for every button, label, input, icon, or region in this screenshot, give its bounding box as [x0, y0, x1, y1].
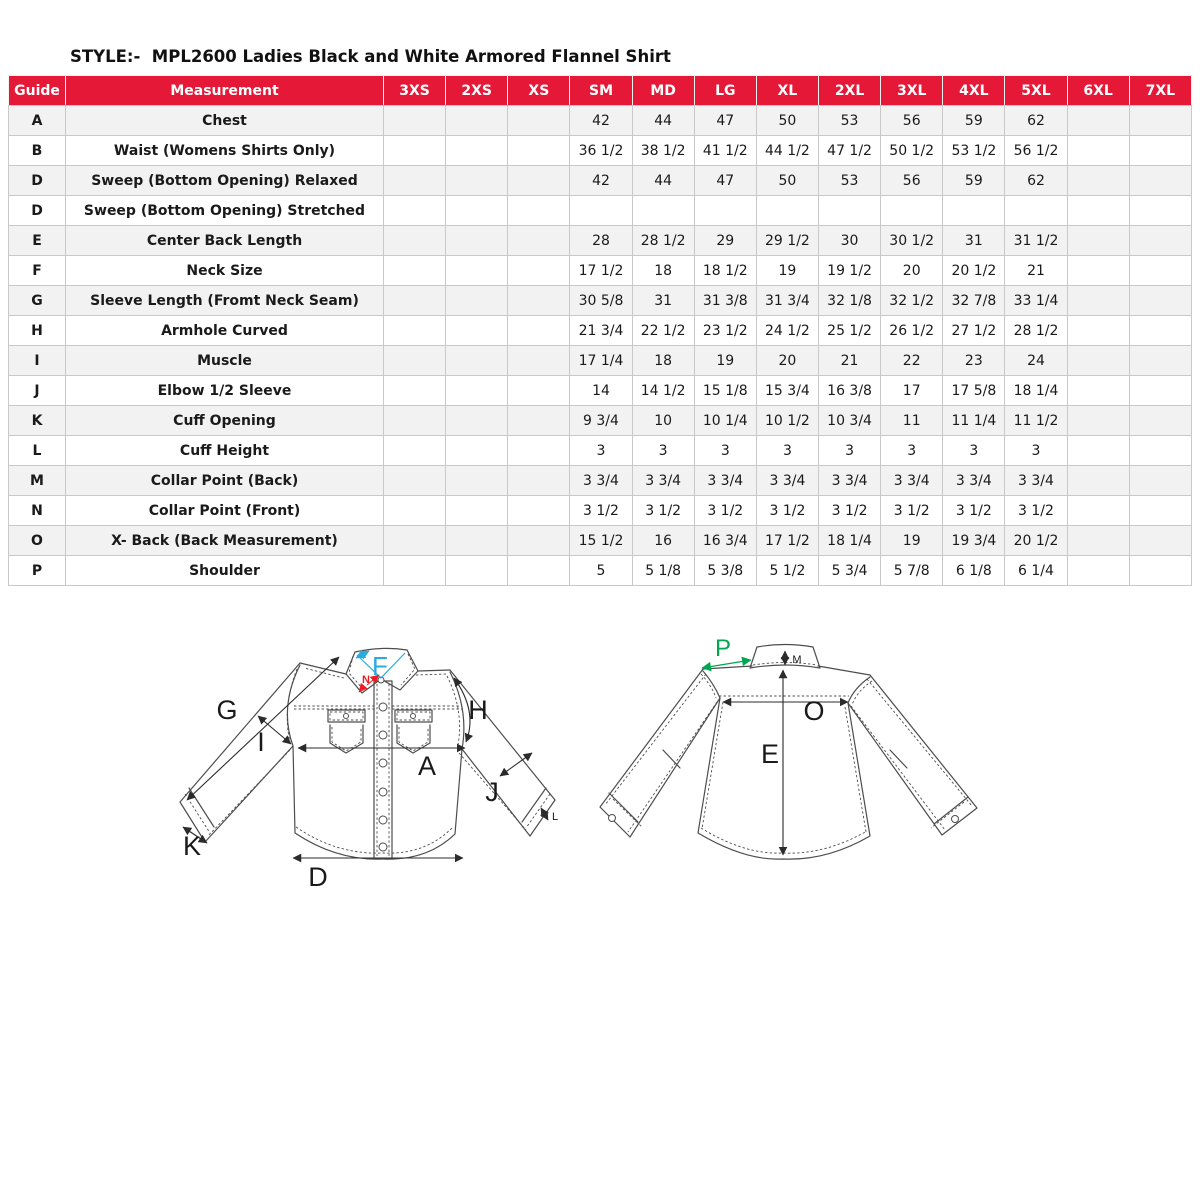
value-cell: 17 1/2: [756, 526, 818, 556]
value-cell: [1067, 436, 1129, 466]
column-header-xl: XL: [756, 76, 818, 106]
value-cell: [384, 106, 446, 136]
table-row: [9, 196, 1192, 226]
value-cell: [1067, 406, 1129, 436]
guide-cell: F: [9, 256, 66, 286]
value-cell: 10 3/4: [818, 406, 880, 436]
value-cell: [384, 136, 446, 166]
value-cell: 3 3/4: [694, 466, 756, 496]
value-cell: [384, 196, 446, 226]
value-cell: 3 3/4: [881, 466, 943, 496]
value-cell: [1067, 256, 1129, 286]
value-cell: [508, 406, 570, 436]
table-row: [9, 136, 1192, 166]
value-cell: 29: [694, 226, 756, 256]
value-cell: 20 1/2: [943, 256, 1005, 286]
value-cell: [446, 106, 508, 136]
value-cell: 5: [570, 556, 632, 586]
measurement-cell: Cuff Opening: [66, 406, 384, 436]
column-header-4xl: 4XL: [943, 76, 1005, 106]
value-cell: 31: [632, 286, 694, 316]
column-header-3xl: 3XL: [881, 76, 943, 106]
arrow-N-tail: [359, 686, 364, 692]
value-cell: 3 3/4: [570, 466, 632, 496]
column-header-6xl: 6XL: [1067, 76, 1129, 106]
value-cell: 3 3/4: [756, 466, 818, 496]
value-cell: [1067, 526, 1129, 556]
value-cell: 47: [694, 106, 756, 136]
table-row: [9, 526, 1192, 556]
value-cell: [508, 466, 570, 496]
value-cell: 44: [632, 166, 694, 196]
value-cell: [508, 346, 570, 376]
value-cell: 19 3/4: [943, 526, 1005, 556]
column-header-2xs: 2XS: [446, 76, 508, 106]
value-cell: 18: [632, 346, 694, 376]
value-cell: [1129, 406, 1191, 436]
value-cell: 11: [881, 406, 943, 436]
value-cell: 25 1/2: [818, 316, 880, 346]
value-cell: [446, 346, 508, 376]
guide-cell: G: [9, 286, 66, 316]
front-buttons: [344, 677, 416, 851]
value-cell: 3: [818, 436, 880, 466]
value-cell: [384, 496, 446, 526]
guide-cell: A: [9, 106, 66, 136]
value-cell: [384, 316, 446, 346]
value-cell: 24: [1005, 346, 1067, 376]
value-cell: [446, 166, 508, 196]
value-cell: 19 1/2: [818, 256, 880, 286]
value-cell: [1129, 196, 1191, 226]
value-cell: 21: [818, 346, 880, 376]
value-cell: 22 1/2: [632, 316, 694, 346]
value-cell: [1067, 466, 1129, 496]
table-row: [9, 256, 1192, 286]
value-cell: [384, 556, 446, 586]
value-cell: 3 1/2: [818, 496, 880, 526]
value-cell: 30 1/2: [881, 226, 943, 256]
value-cell: 38 1/2: [632, 136, 694, 166]
value-cell: 11 1/4: [943, 406, 1005, 436]
value-cell: 56: [881, 166, 943, 196]
value-cell: 5 7/8: [881, 556, 943, 586]
guide-cell: L: [9, 436, 66, 466]
value-cell: 3: [570, 436, 632, 466]
value-cell: 3 1/2: [943, 496, 1005, 526]
table-row: [9, 166, 1192, 196]
value-cell: [1129, 466, 1191, 496]
label-O: O: [803, 696, 825, 726]
back-shirt-outline: [600, 645, 977, 860]
value-cell: [1129, 346, 1191, 376]
value-cell: [446, 526, 508, 556]
value-cell: 17 1/4: [570, 346, 632, 376]
value-cell: 15 1/8: [694, 376, 756, 406]
value-cell: 30 5/8: [570, 286, 632, 316]
value-cell: 50: [756, 166, 818, 196]
value-cell: 16 3/8: [818, 376, 880, 406]
label-D: D: [308, 862, 328, 892]
value-cell: [1129, 166, 1191, 196]
value-cell: [446, 136, 508, 166]
measurement-cell: Collar Point (Front): [66, 496, 384, 526]
measurement-cell: Collar Point (Back): [66, 466, 384, 496]
column-header-5xl: 5XL: [1005, 76, 1067, 106]
value-cell: [818, 196, 880, 226]
value-cell: [446, 406, 508, 436]
value-cell: [1067, 316, 1129, 346]
table-row: [9, 106, 1192, 136]
value-cell: [1129, 136, 1191, 166]
value-cell: [1067, 106, 1129, 136]
value-cell: [384, 466, 446, 496]
value-cell: 28 1/2: [1005, 316, 1067, 346]
label-H: H: [468, 695, 488, 725]
value-cell: 3 1/2: [1005, 496, 1067, 526]
value-cell: [446, 556, 508, 586]
measurement-cell: X- Back (Back Measurement): [66, 526, 384, 556]
value-cell: [384, 376, 446, 406]
value-cell: [1067, 136, 1129, 166]
value-cell: 26 1/2: [881, 316, 943, 346]
guide-cell: J: [9, 376, 66, 406]
value-cell: 29 1/2: [756, 226, 818, 256]
value-cell: 15 3/4: [756, 376, 818, 406]
value-cell: 21 3/4: [570, 316, 632, 346]
value-cell: 31 1/2: [1005, 226, 1067, 256]
value-cell: [694, 196, 756, 226]
value-cell: 17 1/2: [570, 256, 632, 286]
value-cell: 3 3/4: [943, 466, 1005, 496]
measurement-cell: Cuff Height: [66, 436, 384, 466]
value-cell: 28 1/2: [632, 226, 694, 256]
value-cell: [446, 196, 508, 226]
value-cell: [1067, 346, 1129, 376]
value-cell: [384, 406, 446, 436]
label-P: P: [714, 635, 732, 662]
value-cell: 18 1/4: [1005, 376, 1067, 406]
value-cell: [1005, 196, 1067, 226]
value-cell: 27 1/2: [943, 316, 1005, 346]
value-cell: [1129, 106, 1191, 136]
column-header-xs: XS: [508, 76, 570, 106]
value-cell: 18: [632, 256, 694, 286]
measurement-cell: Waist (Womens Shirts Only): [66, 136, 384, 166]
value-cell: [1129, 526, 1191, 556]
guide-cell: D: [9, 166, 66, 196]
value-cell: 20 1/2: [1005, 526, 1067, 556]
value-cell: 53 1/2: [943, 136, 1005, 166]
value-cell: [508, 286, 570, 316]
measurement-cell: Sweep (Bottom Opening) Stretched: [66, 196, 384, 226]
value-cell: [446, 376, 508, 406]
table-row: [9, 556, 1192, 586]
value-cell: 3: [1005, 436, 1067, 466]
value-cell: 3 3/4: [818, 466, 880, 496]
value-cell: 24 1/2: [756, 316, 818, 346]
value-cell: [508, 526, 570, 556]
value-cell: 19: [694, 346, 756, 376]
table-row: [9, 316, 1192, 346]
column-header-guide: Guide: [9, 76, 66, 106]
value-cell: [632, 196, 694, 226]
size-table-header-row: [9, 76, 1192, 106]
value-cell: 19: [881, 526, 943, 556]
value-cell: [384, 346, 446, 376]
value-cell: [1129, 286, 1191, 316]
value-cell: [508, 436, 570, 466]
value-cell: 14 1/2: [632, 376, 694, 406]
value-cell: 31 3/8: [694, 286, 756, 316]
value-cell: 3: [632, 436, 694, 466]
column-header-sm: SM: [570, 76, 632, 106]
value-cell: [508, 196, 570, 226]
value-cell: 6 1/4: [1005, 556, 1067, 586]
value-cell: 30: [818, 226, 880, 256]
value-cell: [1067, 286, 1129, 316]
measurement-cell: Neck Size: [66, 256, 384, 286]
arrow-F: [356, 651, 369, 658]
value-cell: 3 1/2: [756, 496, 818, 526]
guide-cell: N: [9, 496, 66, 526]
value-cell: 47: [694, 166, 756, 196]
value-cell: 22: [881, 346, 943, 376]
label-G: G: [216, 695, 238, 725]
column-header-3xs: 3XS: [384, 76, 446, 106]
value-cell: 53: [818, 166, 880, 196]
column-header-md: MD: [632, 76, 694, 106]
value-cell: 5 3/8: [694, 556, 756, 586]
measurement-cell: Sleeve Length (Fromt Neck Seam): [66, 286, 384, 316]
value-cell: 10 1/4: [694, 406, 756, 436]
value-cell: 31 3/4: [756, 286, 818, 316]
table-row: [9, 376, 1192, 406]
value-cell: [384, 256, 446, 286]
table-row: [9, 286, 1192, 316]
guide-cell: O: [9, 526, 66, 556]
value-cell: [756, 196, 818, 226]
value-cell: 36 1/2: [570, 136, 632, 166]
value-cell: 10: [632, 406, 694, 436]
value-cell: 9 3/4: [570, 406, 632, 436]
back-shirt-sketch: [595, 622, 1115, 952]
value-cell: 42: [570, 166, 632, 196]
value-cell: [446, 316, 508, 346]
value-cell: 3: [943, 436, 1005, 466]
value-cell: 6 1/8: [943, 556, 1005, 586]
front-shirt-sketch: [85, 622, 605, 952]
value-cell: [446, 436, 508, 466]
value-cell: [508, 226, 570, 256]
column-header-2xl: 2XL: [818, 76, 880, 106]
table-row: [9, 496, 1192, 526]
value-cell: [881, 196, 943, 226]
column-header-lg: LG: [694, 76, 756, 106]
value-cell: 5 1/2: [756, 556, 818, 586]
value-cell: [1129, 376, 1191, 406]
label-A: A: [417, 751, 437, 781]
value-cell: 18 1/4: [818, 526, 880, 556]
label-J: J: [485, 777, 499, 807]
value-cell: 3 1/2: [570, 496, 632, 526]
value-cell: 56: [881, 106, 943, 136]
label-F: F: [372, 651, 388, 681]
value-cell: [1067, 556, 1129, 586]
guide-cell: H: [9, 316, 66, 346]
guide-cell: P: [9, 556, 66, 586]
value-cell: [384, 436, 446, 466]
value-cell: 32 7/8: [943, 286, 1005, 316]
value-cell: [446, 226, 508, 256]
value-cell: 62: [1005, 166, 1067, 196]
label-I: I: [257, 727, 265, 757]
value-cell: 28: [570, 226, 632, 256]
label-K: K: [182, 831, 202, 861]
value-cell: [508, 496, 570, 526]
value-cell: 20: [881, 256, 943, 286]
value-cell: [1129, 556, 1191, 586]
value-cell: [1067, 376, 1129, 406]
value-cell: 5 1/8: [632, 556, 694, 586]
value-cell: 47 1/2: [818, 136, 880, 166]
value-cell: 23: [943, 346, 1005, 376]
guide-cell: K: [9, 406, 66, 436]
measurement-cell: Shoulder: [66, 556, 384, 586]
label-M: M: [792, 654, 802, 666]
column-header-measurement: Measurement: [66, 76, 384, 106]
table-row: [9, 346, 1192, 376]
value-cell: 19: [756, 256, 818, 286]
value-cell: [1129, 256, 1191, 286]
value-cell: 17 5/8: [943, 376, 1005, 406]
value-cell: 31: [943, 226, 1005, 256]
value-cell: 5 3/4: [818, 556, 880, 586]
value-cell: 42: [570, 106, 632, 136]
value-cell: [508, 556, 570, 586]
value-cell: 59: [943, 106, 1005, 136]
page-title: STYLE:- MPL2600 Ladies Black and White Armored Flannel Shirt: [70, 47, 671, 66]
value-cell: 20: [756, 346, 818, 376]
value-cell: [1067, 226, 1129, 256]
measurement-cell: Elbow 1/2 Sleeve: [66, 376, 384, 406]
guide-cell: B: [9, 136, 66, 166]
value-cell: 59: [943, 166, 1005, 196]
value-cell: 18 1/2: [694, 256, 756, 286]
label-L: L: [551, 811, 559, 823]
value-cell: 3: [881, 436, 943, 466]
value-cell: 56 1/2: [1005, 136, 1067, 166]
measurement-cell: Sweep (Bottom Opening) Relaxed: [66, 166, 384, 196]
value-cell: 3: [694, 436, 756, 466]
size-table-body: [9, 106, 1192, 586]
value-cell: [446, 466, 508, 496]
value-cell: [384, 226, 446, 256]
value-cell: 50 1/2: [881, 136, 943, 166]
value-cell: 62: [1005, 106, 1067, 136]
value-cell: 23 1/2: [694, 316, 756, 346]
value-cell: 16: [632, 526, 694, 556]
table-row: [9, 436, 1192, 466]
value-cell: 44: [632, 106, 694, 136]
arrow-J: [500, 753, 532, 776]
table-row: [9, 226, 1192, 256]
value-cell: 14: [570, 376, 632, 406]
table-row: [9, 466, 1192, 496]
value-cell: [384, 286, 446, 316]
value-cell: [1129, 226, 1191, 256]
size-table: [8, 75, 1192, 586]
value-cell: [508, 376, 570, 406]
value-cell: [508, 136, 570, 166]
measurement-cell: Armhole Curved: [66, 316, 384, 346]
value-cell: [1067, 196, 1129, 226]
value-cell: 53: [818, 106, 880, 136]
measurement-cell: Chest: [66, 106, 384, 136]
value-cell: [508, 106, 570, 136]
value-cell: 3 1/2: [694, 496, 756, 526]
value-cell: [384, 526, 446, 556]
value-cell: [1067, 496, 1129, 526]
value-cell: [508, 316, 570, 346]
value-cell: 16 3/4: [694, 526, 756, 556]
guide-cell: D: [9, 196, 66, 226]
label-E: E: [760, 739, 780, 769]
value-cell: [1067, 166, 1129, 196]
value-cell: [446, 286, 508, 316]
value-cell: 3: [756, 436, 818, 466]
value-cell: 3 3/4: [632, 466, 694, 496]
table-row: [9, 406, 1192, 436]
value-cell: 10 1/2: [756, 406, 818, 436]
value-cell: 44 1/2: [756, 136, 818, 166]
value-cell: [384, 166, 446, 196]
measurement-cell: Center Back Length: [66, 226, 384, 256]
value-cell: [508, 256, 570, 286]
value-cell: [570, 196, 632, 226]
guide-cell: I: [9, 346, 66, 376]
value-cell: [1129, 496, 1191, 526]
value-cell: 17: [881, 376, 943, 406]
value-cell: 33 1/4: [1005, 286, 1067, 316]
value-cell: 32 1/2: [881, 286, 943, 316]
value-cell: 21: [1005, 256, 1067, 286]
column-header-7xl: 7XL: [1129, 76, 1191, 106]
value-cell: [446, 496, 508, 526]
value-cell: 11 1/2: [1005, 406, 1067, 436]
value-cell: [943, 196, 1005, 226]
value-cell: 41 1/2: [694, 136, 756, 166]
value-cell: 3 1/2: [632, 496, 694, 526]
value-cell: 50: [756, 106, 818, 136]
label-N: N: [362, 674, 370, 686]
guide-cell: E: [9, 226, 66, 256]
value-cell: 3 3/4: [1005, 466, 1067, 496]
value-cell: 15 1/2: [570, 526, 632, 556]
value-cell: [1129, 436, 1191, 466]
value-cell: [508, 166, 570, 196]
measurement-cell: Muscle: [66, 346, 384, 376]
value-cell: 32 1/8: [818, 286, 880, 316]
value-cell: [1129, 316, 1191, 346]
value-cell: [446, 256, 508, 286]
value-cell: 3 1/2: [881, 496, 943, 526]
guide-cell: M: [9, 466, 66, 496]
